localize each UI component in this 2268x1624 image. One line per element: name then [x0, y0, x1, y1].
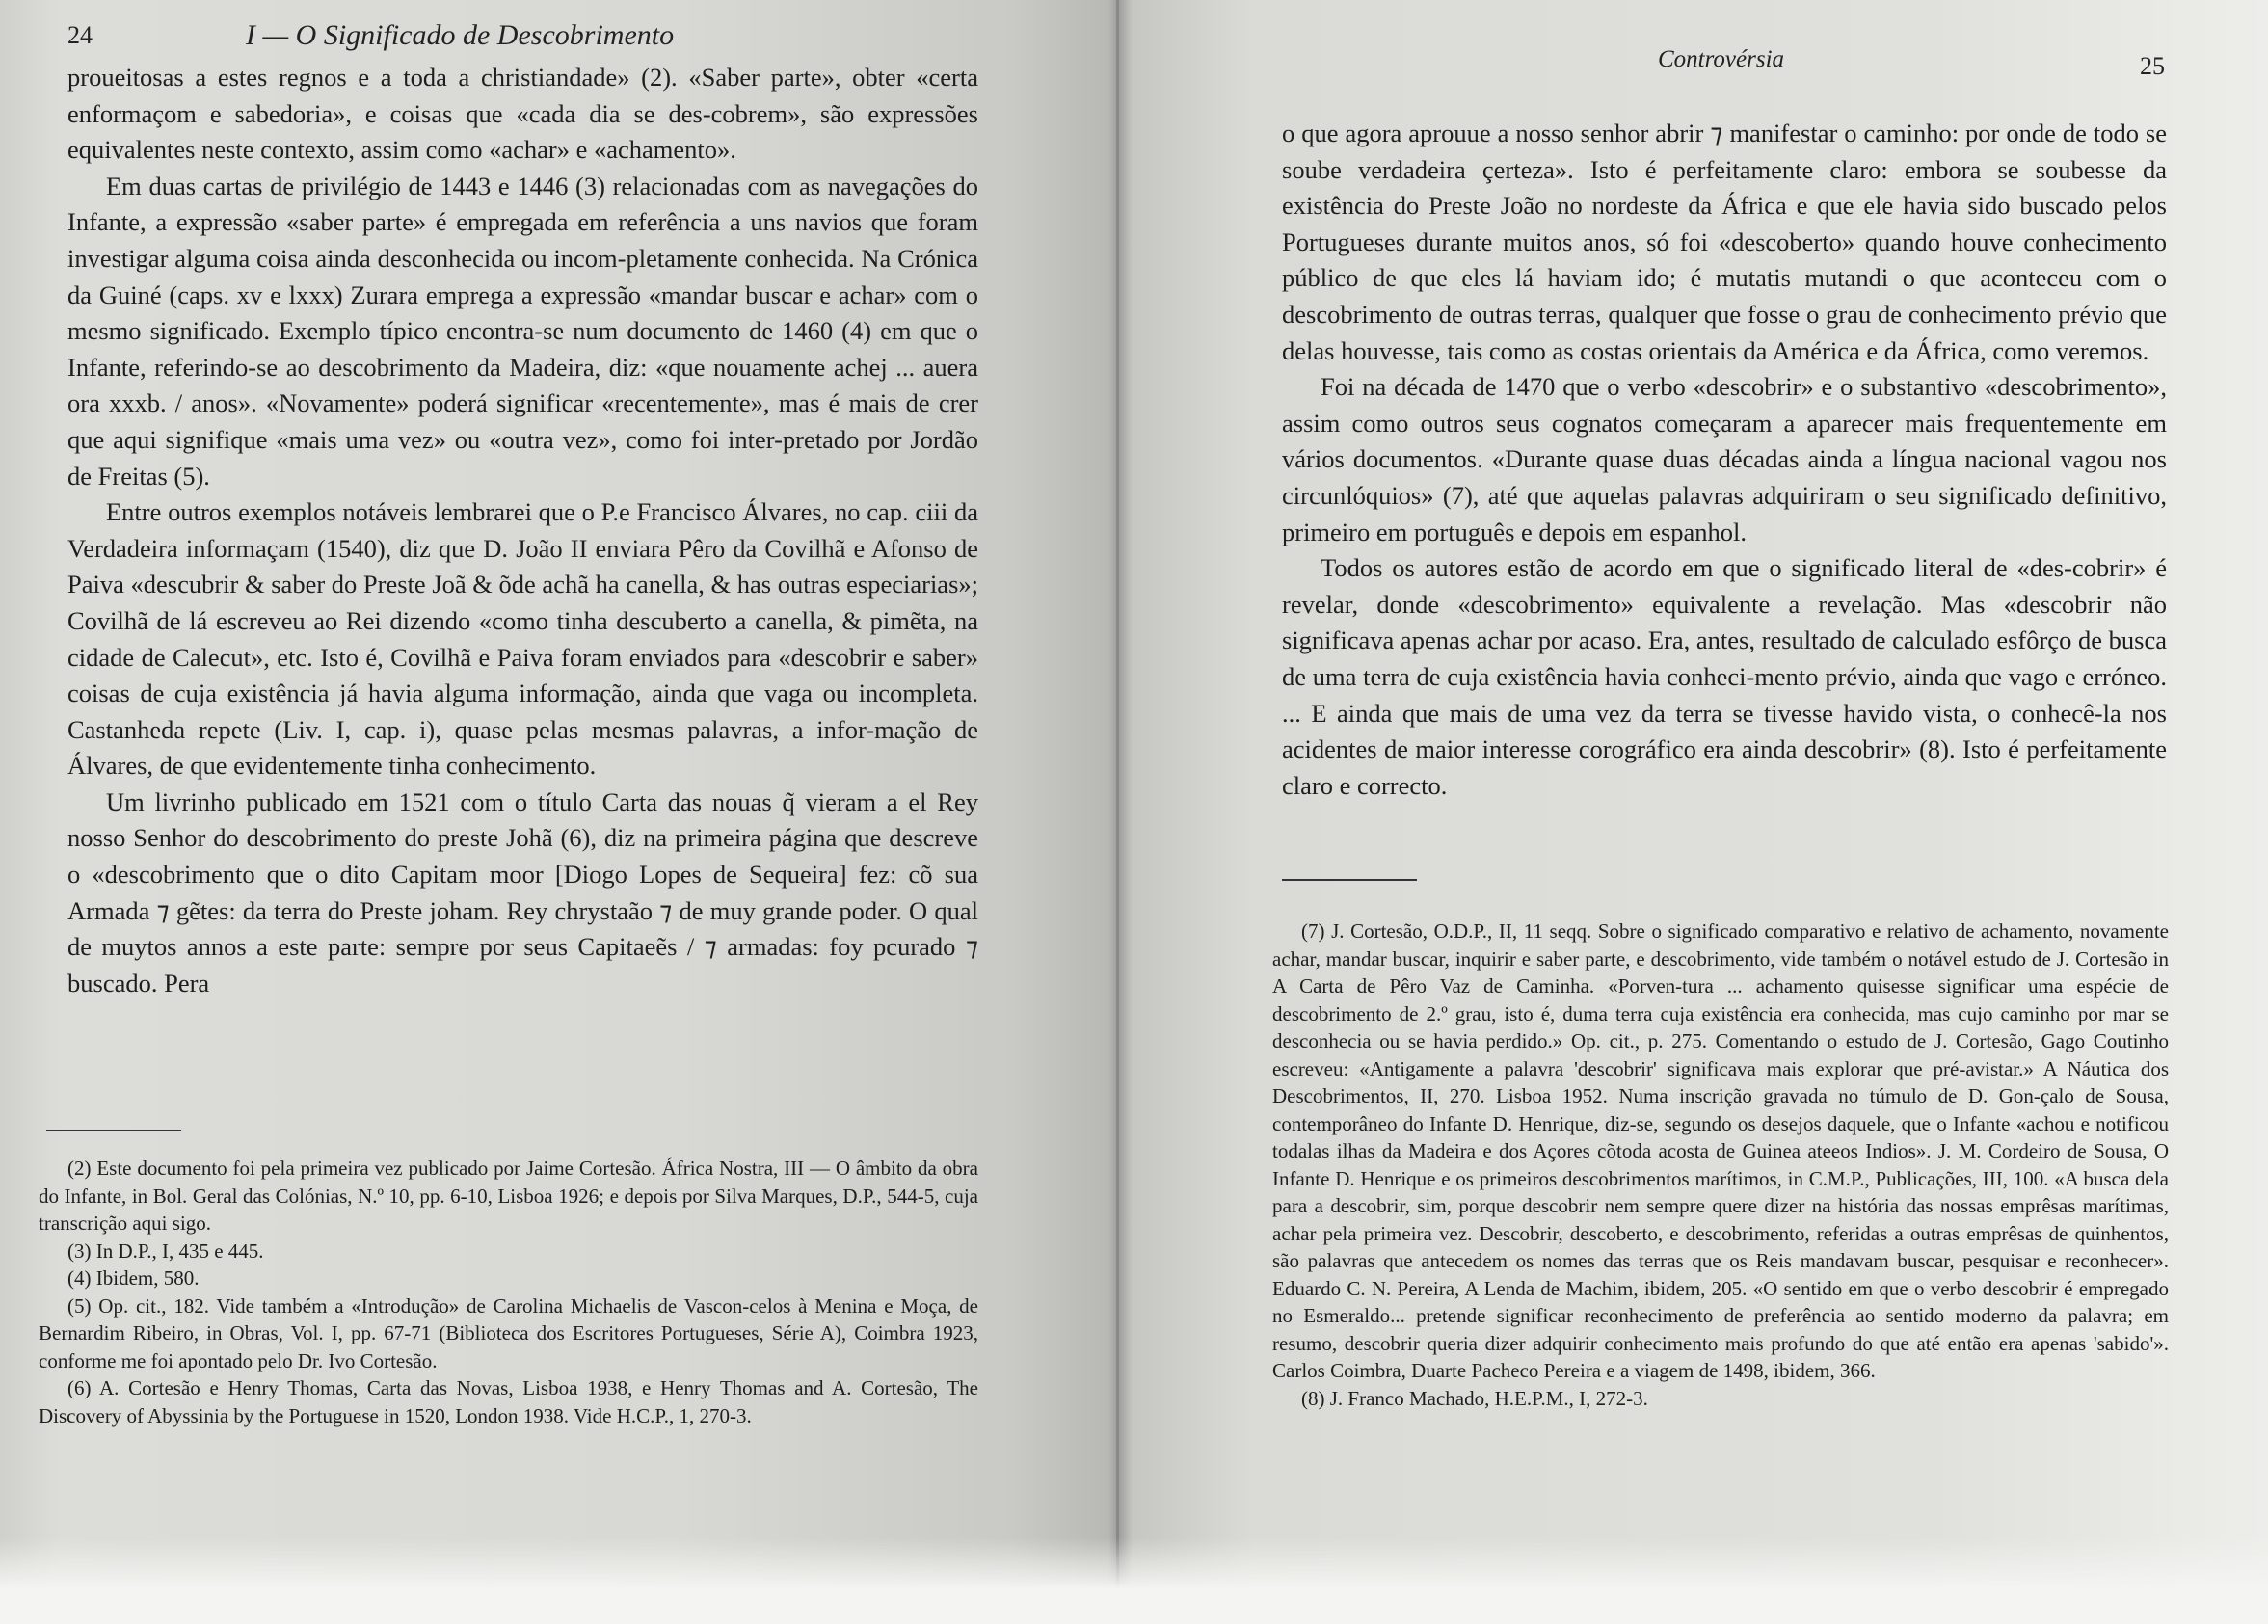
footnote-3: (3) In D.P., I, 435 e 445.	[67, 1238, 264, 1263]
left-paragraph-1: proueitosas a estes regnos e a toda a christiandade» (2). «Saber parte», obter «certa enformaçom e sabedoria», e coisas que «cada dia se des-cobrem», são expressões equivalentes neste contexto, assim como «achar» e «achamento».	[67, 63, 978, 165]
footnote-6: (6) A. Cortesão e Henry Thomas, Carta das Novas, Lisboa 1938, e Henry Thomas and A. Cortesão, The Discovery of Abyssinia by the Portuguese in 1520, London 1938. Vide H.C.P., 1, 270-3.	[39, 1376, 978, 1427]
footnote-5: (5) Op. cit., 182. Vide também a «Introdução» de Carolina Michaelis de Vascon-celos à Menina e Moça, de Bernardim Ribeiro, in Obras, Vol. I, pp. 67-71 (Biblioteca dos Escritores Portugueses, Série A), Coimbra 1923, conforme me foi apontado pelo Dr. Ivo Cortesão.	[39, 1293, 978, 1372]
footnote-7: (7) J. Cortesão, O.D.P., II, 11 seqq. Sobre o significado comparativo e relativo de achamento, novamente achar, mandar buscar, inquirir e saber parte, e descobrimento, vide também o notável estudo de J. Cortesão in A Carta de Pêro Vaz de Caminha. «Porven-tura ... achamento quisesse significar uma espécie de descobrimento de 2.º grau, isto é, duma terra cuja existência era conhecida, mas cujo caminho por mar se desconhecia ou se havia perdido.» Op. cit., p. 275. Comentando o estudo de J. Cortesão, Gago Coutinho escreveu: «Antigamente a palavra 'descobrir' significava mais explorar que pré-avistar.» A Náutica dos Descobrimentos, II, 270. Lisboa 1952. Numa inscrição gravada no túmulo de D. Gon-çalo de Sousa, contemporâneo do Infante D. Henrique, diz-se, segundo os desejos daquele, que o Infante «achou e notificou todalas ilhas da Madeira e dos Açores cõtoda acosta de Guinea ateeos Indios». J. M. Cordeiro de Sousa, O Infante D. Henrique e os primeiros descobrimentos marítimos, in C.M.P., Publicações, III, 100. «A busca dela para a descobrir, sim, porque descobrir nem sempre quere dizer na história das nossas emprêsas marítimas, achar pela primeira vez. Descobrir, descoberto, e descobrimento, referidas a outras emprêsas de quinhentos, são palavras que antecedem os nomes das terras que os Reis mandavam buscar, pesquisar e reconhecer». Eduardo C. N. Pereira, A Lenda de Machim, ibidem, 205. «O sentido em que o verbo descobrir é empregado no Esmeraldo... pretende significar reconhecimento de preferência ao sentido moderno da palavra; em resumo, descobrir queria dizer adquirir conhecimento mais profundo do que até então era apenas 'sabido'». Carlos Coimbra, Duarte Pacheco Pereira e a viagem de 1498, ibidem, 366.	[1272, 919, 2169, 1382]
footnote-2: (2) Este documento foi pela primeira vez publicado por Jaime Cortesão. África Nostra, III — O âmbito da obra do Infante, in Bol. Geral das Colónias, N.º 10, pp. 6-10, Lisboa 1926; e depois por Silva Marques, D.P., 544-5, cuja transcrição aqui sigo.	[39, 1157, 978, 1235]
left-body-text	[67, 60, 978, 1001]
right-footnote-rule	[1282, 879, 1417, 881]
right-paragraph-1: o que agora aprouue a nosso senhor abrir ⁊ manifestar o caminho: por onde de todo se soube verdadeira çerteza». Isto é perfeitamente claro: embora se soubesse da existência do Preste João no nordeste da África e que ele havia sido buscado pelos Portugueses durante muitos anos, só foi «descoberto» quando houve conhecimento público de que eles lá haviam ido; é mutatis mutandi o que aconteceu com o descobrimento de outras terras, qualquer que fosse o grau de conhecimento prévio que delas houvesse, tais como as costas orientais da América e da África, como veremos.	[1282, 119, 2167, 365]
left-paragraph-3: Entre outros exemplos notáveis lembrarei que o P.e Francisco Álvares, no cap. ciii da Verdadeira informaçam (1540), diz que D. João II enviara Pêro da Covilhã e Afonso de Paiva «descubrir & saber do Preste Joã & õde achã ha canella, & has outras especiarias»; Covilhã de lá escreveu ao Rei dizendo «como tinha descuberto a canella, & pimẽta, na cidade de Calecut», etc. Isto é, Covilhã e Paiva foram enviados para «descobrir e saber» coisas de cuja existência já havia alguma informação, ainda que vaga ou incompleta. Castanheda repete (Liv. I, cap. i), quase pelas mesmas palavras, a infor-mação de Álvares, de que evidentemente tinha conhecimento.	[67, 497, 978, 781]
footnote-8: (8) J. Franco Machado, H.E.P.M., I, 272-3.	[1301, 1386, 1648, 1410]
left-footnotes	[39, 1155, 978, 1429]
book-gutter	[1116, 0, 1119, 1624]
right-page-number: 25	[2140, 52, 2165, 80]
left-paragraph-2: Em duas cartas de privilégio de 1443 e 1446 (3) relacionadas com as navegações do Infante, a expressão «saber parte» é empregada em referência a uns navios que foram investigar alguma coisa ainda desconhecida ou incom-pletamente conhecida. Na Crónica da Guiné (caps. xv e lxxx) Zurara emprega a expressão «mandar buscar e achar» com o mesmo significado. Exemplo típico encontra-se num documento de 1460 (4) em que o Infante, referindo-se ao descobrimento da Madeira, diz: «que nouamente achej ... auera ora xxxb. / anos». «Novamente» poderá significar «recentemente», mas é mais de crer que aqui signifique «mais uma vez» ou «outra vez», como foi inter-pretado por Jordão de Freitas (5).	[67, 171, 978, 491]
page-bottom-margin	[0, 1537, 2268, 1624]
right-body-text	[1282, 116, 2167, 804]
footnote-4: (4) Ibidem, 580.	[67, 1266, 200, 1290]
left-paragraph-4: Um livrinho publicado em 1521 com o título Carta das nouas q̃ vieram a el Rey nosso Senhor do descobrimento do preste Johã (6), diz na primeira página que descreve o «descobrimento que o dito Capitam moor [Diogo Lopes de Sequeira] fez: cõ sua Armada ⁊ gẽtes: da terra do Preste joham. Rey chrystaão ⁊ de muy grande poder. O qual de muytos annos a este parte: sempre por seus Capitaeẽs / ⁊ armadas: foy pcurado ⁊ buscado. Pera	[67, 786, 978, 998]
left-footnote-rule	[46, 1130, 181, 1131]
right-running-head: Controvérsia	[1658, 46, 1785, 72]
left-running-head: I — O Significado de Descobrimento	[246, 19, 675, 51]
left-page-number: 24	[67, 21, 93, 49]
right-paragraph-2: Foi na década de 1470 que o verbo «descobrir» e o substantivo «descobrimento», assim como outros seus cognatos começaram a aparecer mais frequentemente em vários documentos. «Durante quase duas décadas ainda a língua nacional vagou nos circunlóquios» (7), até que aquelas palavras adquiriram o seu significado definitivo, primeiro em português e depois em espanhol.	[1282, 372, 2167, 546]
right-paragraph-3: Todos os autores estão de acordo em que o significado literal de «des-cobrir» é revelar, donde «descobrimento» equivalente a revelação. Mas «descobrir não significava apenas achar por acaso. Era, antes, resultado de calculado esfôrço de busca de uma terra de cuja existência havia conheci-mento prévio, ainda que vago e erróneo. ... E ainda que mais de uma vez da terra se tivesse havido vista, o conhecê-la nos acidentes de maior interesse corográfico era ainda descobrir» (8). Isto é perfeitamente claro e correcto.	[1282, 553, 2167, 800]
right-footnotes	[1272, 918, 2169, 1412]
